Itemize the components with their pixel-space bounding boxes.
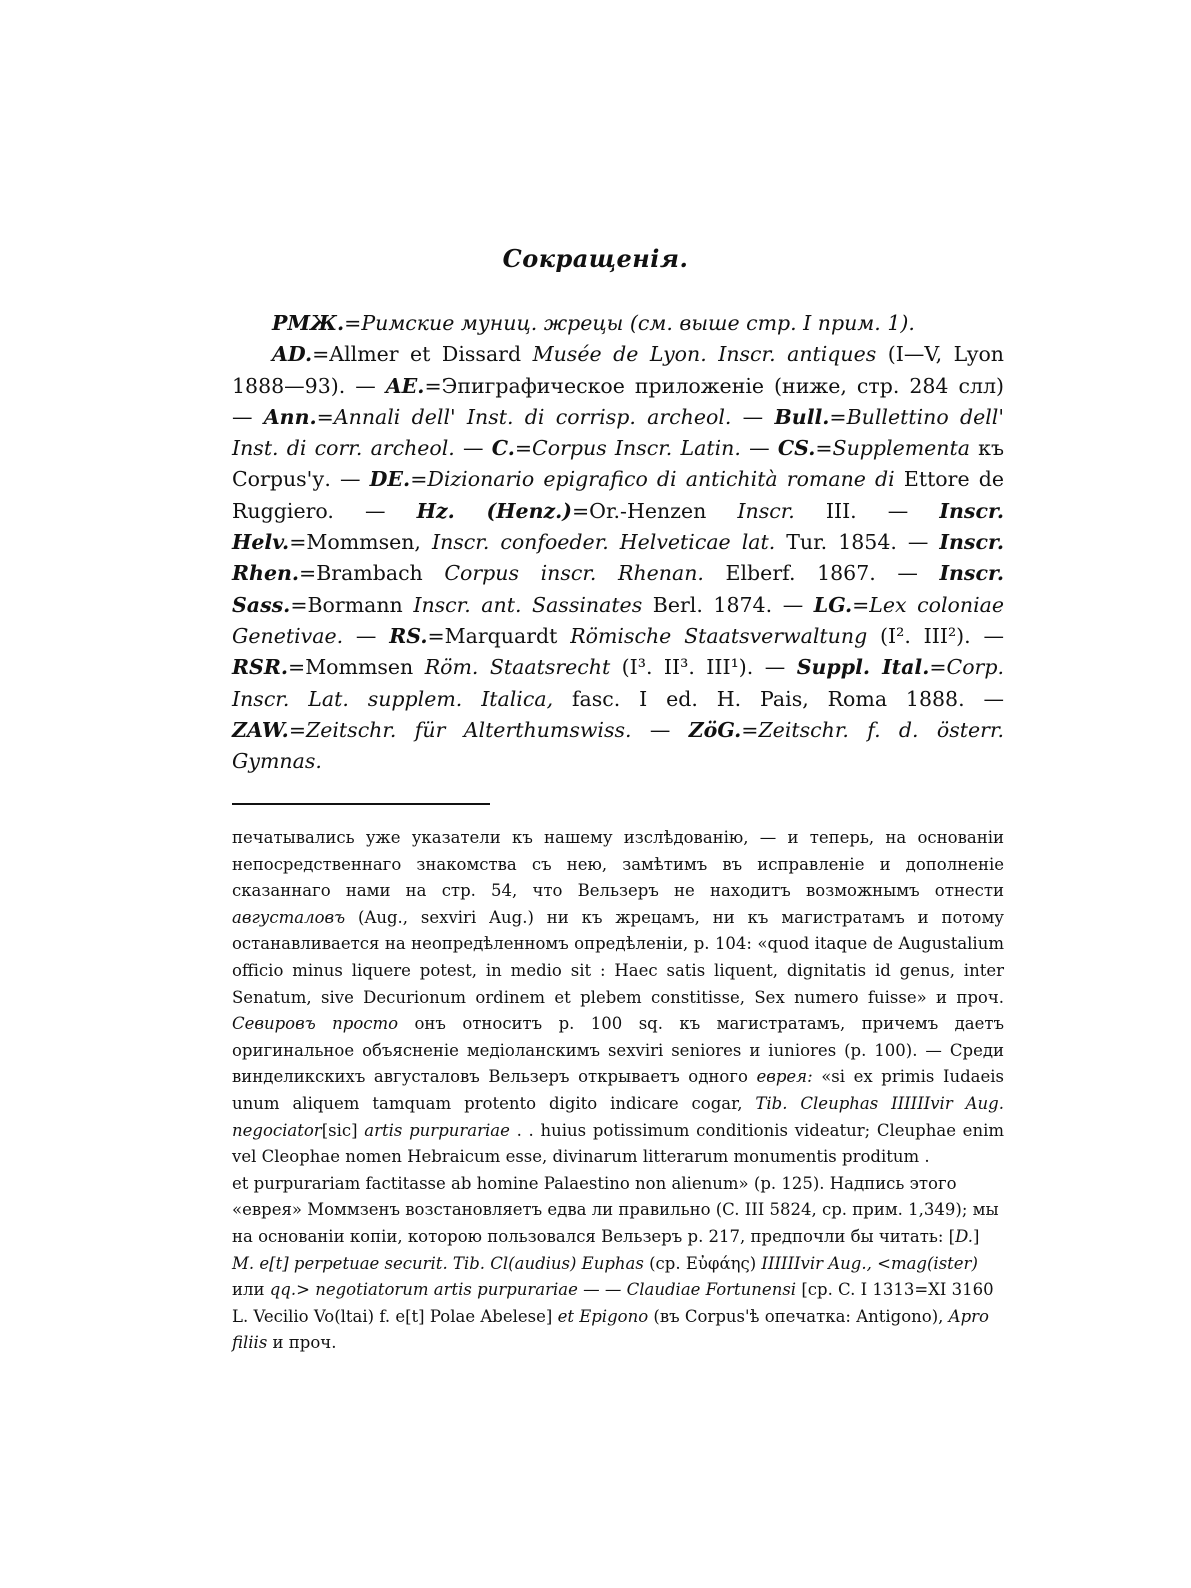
text-run: ] bbox=[973, 1226, 980, 1246]
abbreviation-term: AE. bbox=[385, 373, 425, 398]
text-run: (I³. II³. III¹). — bbox=[610, 655, 797, 680]
italic-text: D. bbox=[955, 1226, 974, 1246]
italic-text: Inscr. ant. Sassinates bbox=[413, 592, 643, 617]
text-run: — bbox=[454, 436, 492, 461]
text-run: Ettore de Ruggiero. — bbox=[232, 467, 1004, 523]
text-run: =Mommsen bbox=[288, 655, 425, 680]
text-run: (Aug., sexviri Aug.) ни къ жрецамъ, ни къ магистратамъ и потому останавливается на неопредѣленномъ опредѣленіи, p. 104: «quod itaque de Augustalium officio minus liquere potest, in medio sit : Haec satis liquent, dignitatis id genus, inter Senatum, sive Decurionum ordinem et plebem constitisse, Sex numero fuisse» и проч. bbox=[232, 907, 1004, 1007]
text-run: (I². III²). — bbox=[867, 623, 1004, 648]
abbreviation-term: Inscr. Rhen. bbox=[232, 530, 1004, 586]
text-run: et purpurariam factitasse ab homine Palaestino non alienum» (p. 125). Надпись этого «еврея» Моммзенъ возстановляетъ едва ли правильно (C. III 5824, ср. прим. 1,349); мы на основаніи копіи, которою пользовался Вельзеръ p. 217, предпочли бы читать: [ bbox=[232, 1173, 999, 1246]
abbreviation-term: Suppl. Ital. bbox=[796, 655, 930, 680]
text-run: Elberf. 1867. — bbox=[703, 561, 940, 586]
italic-text: =Lex coloniae Genetivae. bbox=[232, 592, 1005, 648]
italic-text: еврея: bbox=[756, 1067, 813, 1087]
text-run: =Or.-Henzen bbox=[571, 498, 738, 523]
abbreviation-term: DE. bbox=[369, 467, 411, 492]
text-run: =Brambach bbox=[299, 561, 445, 586]
italic-text: Röm. Staatsrecht bbox=[424, 655, 611, 680]
text-run: «si ex primis Iudaeis unum aliquem tamquam protento digito indicare cogar, bbox=[232, 1067, 1004, 1113]
text-run: . . huius potissimum conditionis videatur; Cleuphae enim vel Cleophae nomen Hebraicum esse, divinarum litterarum monumentis proditum . bbox=[232, 1120, 1005, 1167]
footnote-divider bbox=[232, 803, 490, 805]
italic-text: qq. bbox=[269, 1280, 297, 1300]
italic-text: =Dizionario epigrafico di antichità romane di bbox=[410, 467, 895, 492]
abbreviations-paragraph bbox=[232, 339, 1004, 777]
text-run: Tur. 1854. — bbox=[775, 530, 940, 555]
text-run: — bbox=[343, 623, 390, 648]
text-run: (въ Corpus'ѣ опечатка: Antigono), bbox=[648, 1306, 949, 1326]
text-run: =Mommsen, bbox=[289, 530, 432, 555]
italic-text: et Epigono bbox=[557, 1306, 649, 1326]
italic-text: =Supplementa bbox=[815, 436, 970, 461]
text-run: (I—V, Lyon 1888—93). — bbox=[232, 342, 1005, 398]
abbreviation-term: AD. bbox=[272, 342, 313, 367]
italic-text: =Corp. Inscr. Lat. supplem. Italica, bbox=[232, 655, 1004, 711]
abbreviation-term: ZAW. bbox=[232, 717, 289, 742]
abbreviation-term: RS. bbox=[389, 623, 428, 648]
text-run: > bbox=[296, 1280, 316, 1300]
text-run: печатывались уже указатели къ нашему изслѣдованію, — и теперь, на основаніи непосредственнаго знакомства съ нею, замѣтимъ въ исправленіе и дополненіе сказаннаго нами на стр. 54, что Вельзеръ не находитъ возможнымъ отнести bbox=[232, 828, 1004, 901]
abbreviation-term: RSR. bbox=[232, 655, 289, 680]
abbreviation-term: ZöG. bbox=[688, 717, 742, 742]
abbreviation-line bbox=[232, 308, 1004, 339]
italic-text: =Bullettino dell' Inst. di corr. archeol. bbox=[232, 404, 1004, 461]
italic-text: августаловъ bbox=[232, 907, 346, 927]
abbreviation-term: Inscr. Sass. bbox=[232, 561, 1005, 617]
text-run: Berl. 1874. — bbox=[642, 592, 814, 617]
italic-text: =Annali dell' Inst. di corrisp. archeol. bbox=[316, 404, 732, 429]
text-run: fasc. I ed. H. Pais, Roma 1888. — bbox=[553, 686, 1004, 711]
italic-text: =Corpus Inscr. Latin. bbox=[514, 436, 741, 461]
abbreviation-term: Bull. bbox=[774, 404, 830, 429]
italic-text: Corpus inscr. Rhenan. bbox=[444, 561, 704, 586]
italic-text: Musée de Lyon. Inscr. antiques bbox=[532, 342, 877, 367]
italic-text: Севировъ просто bbox=[232, 1014, 399, 1034]
text-run: къ Corpus'у. — bbox=[232, 436, 1005, 492]
page-title: Сокращенія. bbox=[502, 244, 689, 273]
abbreviation-term: CS. bbox=[777, 436, 816, 461]
abbreviation-term: Hz. (Henz.) bbox=[416, 498, 572, 523]
italic-text: negotiatorum artis purpurariae — — Claudiae Fortunensi bbox=[315, 1280, 797, 1300]
text-run: =Эпиграфическое приложеніе (ниже, стр. 284 слл) — bbox=[232, 373, 1004, 429]
text-run: =Bormann bbox=[290, 592, 414, 617]
italic-text: Inscr. bbox=[737, 498, 795, 523]
footnote-section bbox=[232, 825, 1004, 1357]
italic-text: mag(ister) bbox=[890, 1253, 978, 1273]
italic-text: Römische Staatsverwaltung bbox=[570, 623, 868, 648]
italic-text: artis purpurariae bbox=[364, 1120, 510, 1140]
text-run: < bbox=[871, 1253, 891, 1273]
text-run: III. — bbox=[794, 498, 940, 523]
italic-text: IIIIIIvir Aug., bbox=[761, 1253, 872, 1273]
italic-text: Apro filiis bbox=[232, 1306, 989, 1353]
text-run: — bbox=[631, 717, 689, 742]
abbreviation-term: Inscr. Helv. bbox=[232, 498, 1004, 555]
text-run: или bbox=[232, 1280, 270, 1300]
footnote-paragraph bbox=[232, 825, 1004, 1171]
text-run: онъ относитъ p. 100 sq. къ магистратамъ, причемъ даетъ оригинальное объясненіе медіоланскимъ sexviri seniores и iuniores (p. 100). — Среди винделикскихъ августаловъ Вельзеръ открываетъ одного bbox=[232, 1014, 1005, 1087]
abbreviations-section bbox=[232, 308, 1004, 777]
text-run: [ср. C. I 1313=XI 3160 L. Vecilio Vo(ltai) f. e[t] Polae Abelese] bbox=[232, 1280, 994, 1326]
abbreviation-term: C. bbox=[491, 436, 515, 461]
abbreviation-term: Ann. bbox=[263, 404, 317, 429]
italic-text: M. e[t] perpetuae securit. Tib. Cl(audius) Euphas bbox=[232, 1253, 644, 1273]
abbreviation-term: LG. bbox=[813, 592, 853, 617]
italic-text: =Zeitschr. f. d. österr. Gymnas. bbox=[232, 717, 1005, 774]
italic-text: Tib. Cleuphas IIIIIIvir Aug. negociator bbox=[232, 1093, 1004, 1140]
abbreviation-definition: =Римские муниц. жрецы (см. выше стр. I прим. 1). bbox=[344, 311, 915, 335]
abbreviation-term: РМЖ. bbox=[272, 311, 345, 335]
footnote-paragraph bbox=[232, 1171, 1004, 1357]
text-run: =Marquardt bbox=[427, 623, 571, 648]
italic-text: Inscr. confoeder. Helveticae lat. bbox=[431, 530, 776, 555]
italic-text: =Zeitschr. für Alterthumswiss. bbox=[288, 717, 632, 742]
text-run: (ср. Εὐφάης) bbox=[643, 1253, 762, 1273]
text-run: [sic] bbox=[321, 1120, 365, 1140]
text-run: и проч. bbox=[267, 1333, 337, 1353]
text-run: — bbox=[740, 436, 778, 461]
text-run: =Allmer et Dissard bbox=[312, 342, 533, 367]
text-run: — bbox=[731, 404, 775, 429]
